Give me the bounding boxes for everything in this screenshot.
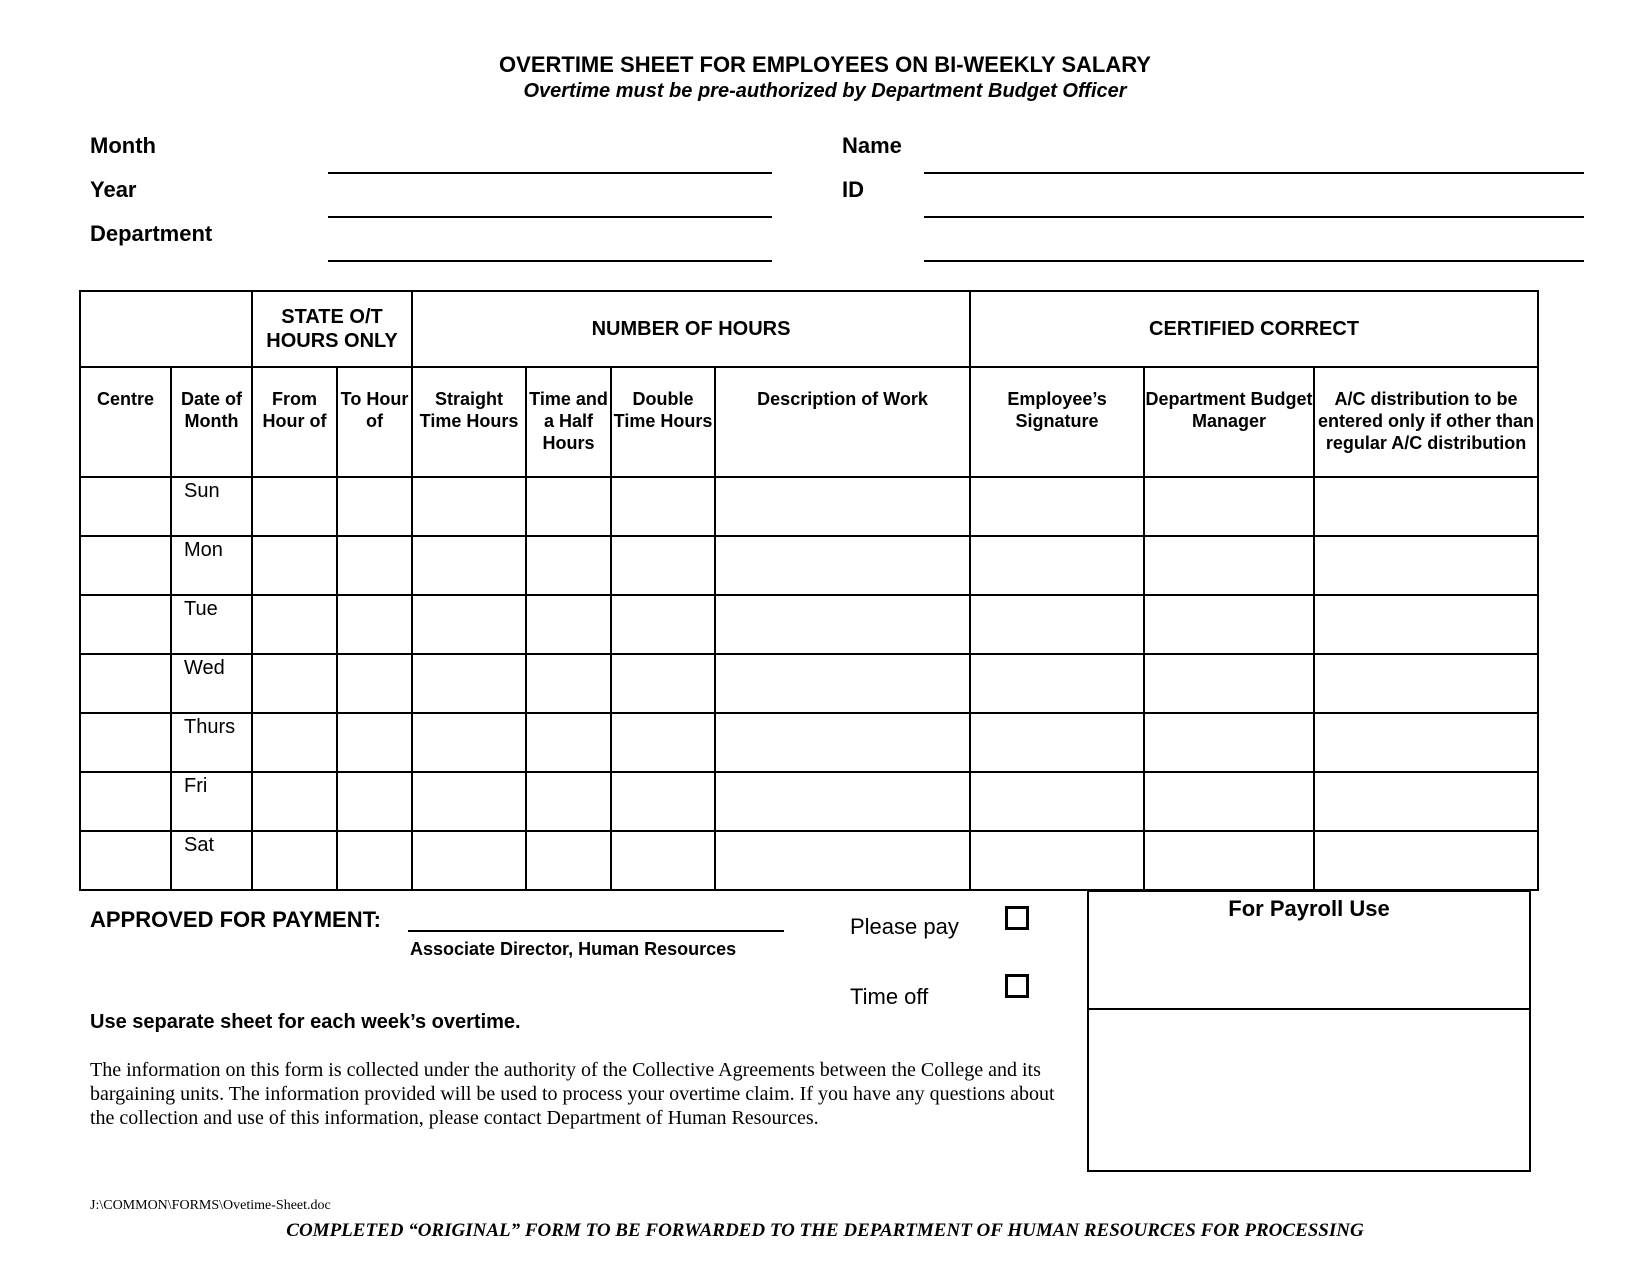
double-time-cell[interactable] <box>611 831 715 890</box>
time-off-label: Time off <box>850 984 929 1009</box>
ac-distribution-cell[interactable] <box>1314 772 1538 831</box>
ac-distribution-cell[interactable] <box>1314 595 1538 654</box>
table-row <box>80 654 1538 713</box>
ac-distribution-cell[interactable] <box>1314 477 1538 536</box>
payroll-divider <box>1089 1008 1529 1010</box>
from-hour-cell[interactable] <box>252 536 337 595</box>
ac-distribution-cell[interactable] <box>1314 831 1538 890</box>
table-row <box>80 713 1538 772</box>
straight-time-cell[interactable] <box>412 772 526 831</box>
name-label: Name <box>842 133 902 158</box>
approval-signer-label: Associate Director, Human Resources <box>410 939 737 959</box>
double-time-cell[interactable] <box>611 713 715 772</box>
description-cell[interactable] <box>715 831 970 890</box>
ac-distribution-cell[interactable] <box>1314 536 1538 595</box>
dept-budget-manager-col-header: Department Budget Manager <box>1144 367 1314 477</box>
employee-signature-cell[interactable] <box>970 772 1144 831</box>
dept-budget-manager-cell[interactable] <box>1144 831 1314 890</box>
day-label: Wed <box>171 654 252 713</box>
straight-time-cell[interactable] <box>412 536 526 595</box>
day-label: Sat <box>171 831 252 890</box>
ac-distribution-cell[interactable] <box>1314 713 1538 772</box>
centre-col-header: Centre <box>80 367 171 477</box>
file-path: J:\COMMON\FORMS\Ovetime-Sheet.doc <box>90 1198 331 1213</box>
name-field[interactable] <box>924 172 1584 174</box>
number-of-hours-header: NUMBER OF HOURS <box>412 291 970 367</box>
double-time-col-header: Double Time Hours <box>611 367 715 477</box>
ac-distribution-col-header: A/C distribution to be entered only if other than regular A/C distribution <box>1314 367 1538 477</box>
description-cell[interactable] <box>715 477 970 536</box>
dept-budget-manager-cell[interactable] <box>1144 713 1314 772</box>
dept-budget-manager-cell[interactable] <box>1144 477 1314 536</box>
month-field[interactable] <box>328 172 772 174</box>
to-hour-cell[interactable] <box>337 772 412 831</box>
month-label: Month <box>90 133 156 158</box>
centre-cell[interactable] <box>80 595 171 654</box>
state-ot-header: STATE O/T HOURS ONLY <box>252 291 412 367</box>
dept-budget-manager-cell[interactable] <box>1144 654 1314 713</box>
time-half-cell[interactable] <box>526 477 611 536</box>
time-half-cell[interactable] <box>526 772 611 831</box>
blank-header-cell <box>80 291 252 367</box>
centre-cell[interactable] <box>80 477 171 536</box>
employee-signature-cell[interactable] <box>970 713 1144 772</box>
description-cell[interactable] <box>715 536 970 595</box>
from-hour-cell[interactable] <box>252 477 337 536</box>
table-row <box>80 477 1538 536</box>
table-row <box>80 831 1538 890</box>
footer-instruction: COMPLETED “ORIGINAL” FORM TO BE FORWARDED TO THE DEPARTMENT OF HUMAN RESOURCES FOR PROCESSING <box>286 1220 1364 1241</box>
time-half-cell[interactable] <box>526 831 611 890</box>
employee-signature-cell[interactable] <box>970 477 1144 536</box>
to-hour-cell[interactable] <box>337 654 412 713</box>
please-pay-label: Please pay <box>850 914 959 939</box>
double-time-cell[interactable] <box>611 477 715 536</box>
description-cell[interactable] <box>715 713 970 772</box>
certified-correct-header: CERTIFIED CORRECT <box>970 291 1538 367</box>
approved-for-payment-label: APPROVED FOR PAYMENT: <box>90 907 381 932</box>
from-hour-cell[interactable] <box>252 654 337 713</box>
straight-time-cell[interactable] <box>412 654 526 713</box>
overtime-table <box>79 290 1539 891</box>
straight-time-col-header: Straight Time Hours <box>412 367 526 477</box>
to-hour-cell[interactable] <box>337 536 412 595</box>
approval-signature-field[interactable] <box>408 930 784 932</box>
table-row <box>80 595 1538 654</box>
time-off-checkbox[interactable] <box>1005 974 1029 998</box>
form-title: OVERTIME SHEET FOR EMPLOYEES ON BI-WEEKLY SALARY <box>499 52 1151 77</box>
extra-field[interactable] <box>924 260 1584 262</box>
privacy-note: The information on this form is collected under the authority of the Collective Agreements between the College and its bargaining units. The information provided will be used to process your overtime claim. If you have any questions about the collection and use of this information, please contact Department of Human Resources. <box>90 1059 1055 1129</box>
employee-signature-cell[interactable] <box>970 595 1144 654</box>
day-label: Thurs <box>171 713 252 772</box>
separate-sheet-note: Use separate sheet for each week’s overtime. <box>90 1011 521 1033</box>
day-label: Tue <box>171 595 252 654</box>
to-hour-cell[interactable] <box>337 477 412 536</box>
please-pay-checkbox[interactable] <box>1005 906 1029 930</box>
payroll-use-box <box>1087 890 1531 1172</box>
time-half-cell[interactable] <box>526 713 611 772</box>
to-hour-cell[interactable] <box>337 713 412 772</box>
from-hour-cell[interactable] <box>252 772 337 831</box>
double-time-cell[interactable] <box>611 536 715 595</box>
department-label: Department <box>90 221 213 246</box>
department-field[interactable] <box>328 260 772 262</box>
year-field[interactable] <box>328 216 772 218</box>
form-subtitle: Overtime must be pre-authorized by Department Budget Officer <box>523 80 1127 102</box>
dept-budget-manager-cell[interactable] <box>1144 595 1314 654</box>
id-field[interactable] <box>924 216 1584 218</box>
ac-distribution-cell[interactable] <box>1314 654 1538 713</box>
to-hour-cell[interactable] <box>337 595 412 654</box>
payroll-use-title: For Payroll Use <box>1228 896 1390 921</box>
table-row <box>80 536 1538 595</box>
to-hour-col-header: To Hour of <box>337 367 412 477</box>
description-col-header: Description of Work <box>715 367 970 477</box>
straight-time-cell[interactable] <box>412 595 526 654</box>
time-half-cell[interactable] <box>526 536 611 595</box>
straight-time-cell[interactable] <box>412 713 526 772</box>
from-hour-cell[interactable] <box>252 713 337 772</box>
dept-budget-manager-cell[interactable] <box>1144 772 1314 831</box>
from-hour-col-header: From Hour of <box>252 367 337 477</box>
id-label: ID <box>842 177 864 202</box>
description-cell[interactable] <box>715 654 970 713</box>
day-label: Sun <box>171 477 252 536</box>
day-label: Mon <box>171 536 252 595</box>
centre-cell[interactable] <box>80 536 171 595</box>
employee-signature-col-header: Employee’s Signature <box>970 367 1144 477</box>
employee-signature-cell[interactable] <box>970 654 1144 713</box>
dept-budget-manager-cell[interactable] <box>1144 536 1314 595</box>
double-time-cell[interactable] <box>611 654 715 713</box>
description-cell[interactable] <box>715 772 970 831</box>
year-label: Year <box>90 177 137 202</box>
centre-cell[interactable] <box>80 772 171 831</box>
centre-cell[interactable] <box>80 713 171 772</box>
employee-signature-cell[interactable] <box>970 831 1144 890</box>
centre-cell[interactable] <box>80 831 171 890</box>
employee-signature-cell[interactable] <box>970 536 1144 595</box>
description-cell[interactable] <box>715 595 970 654</box>
time-half-cell[interactable] <box>526 595 611 654</box>
from-hour-cell[interactable] <box>252 831 337 890</box>
day-label: Fri <box>171 772 252 831</box>
from-hour-cell[interactable] <box>252 595 337 654</box>
straight-time-cell[interactable] <box>412 831 526 890</box>
centre-cell[interactable] <box>80 654 171 713</box>
double-time-cell[interactable] <box>611 595 715 654</box>
time-half-col-header: Time and a Half Hours <box>526 367 611 477</box>
table-row <box>80 772 1538 831</box>
double-time-cell[interactable] <box>611 772 715 831</box>
time-half-cell[interactable] <box>526 654 611 713</box>
straight-time-cell[interactable] <box>412 477 526 536</box>
date-col-header: Date of Month <box>171 367 252 477</box>
to-hour-cell[interactable] <box>337 831 412 890</box>
